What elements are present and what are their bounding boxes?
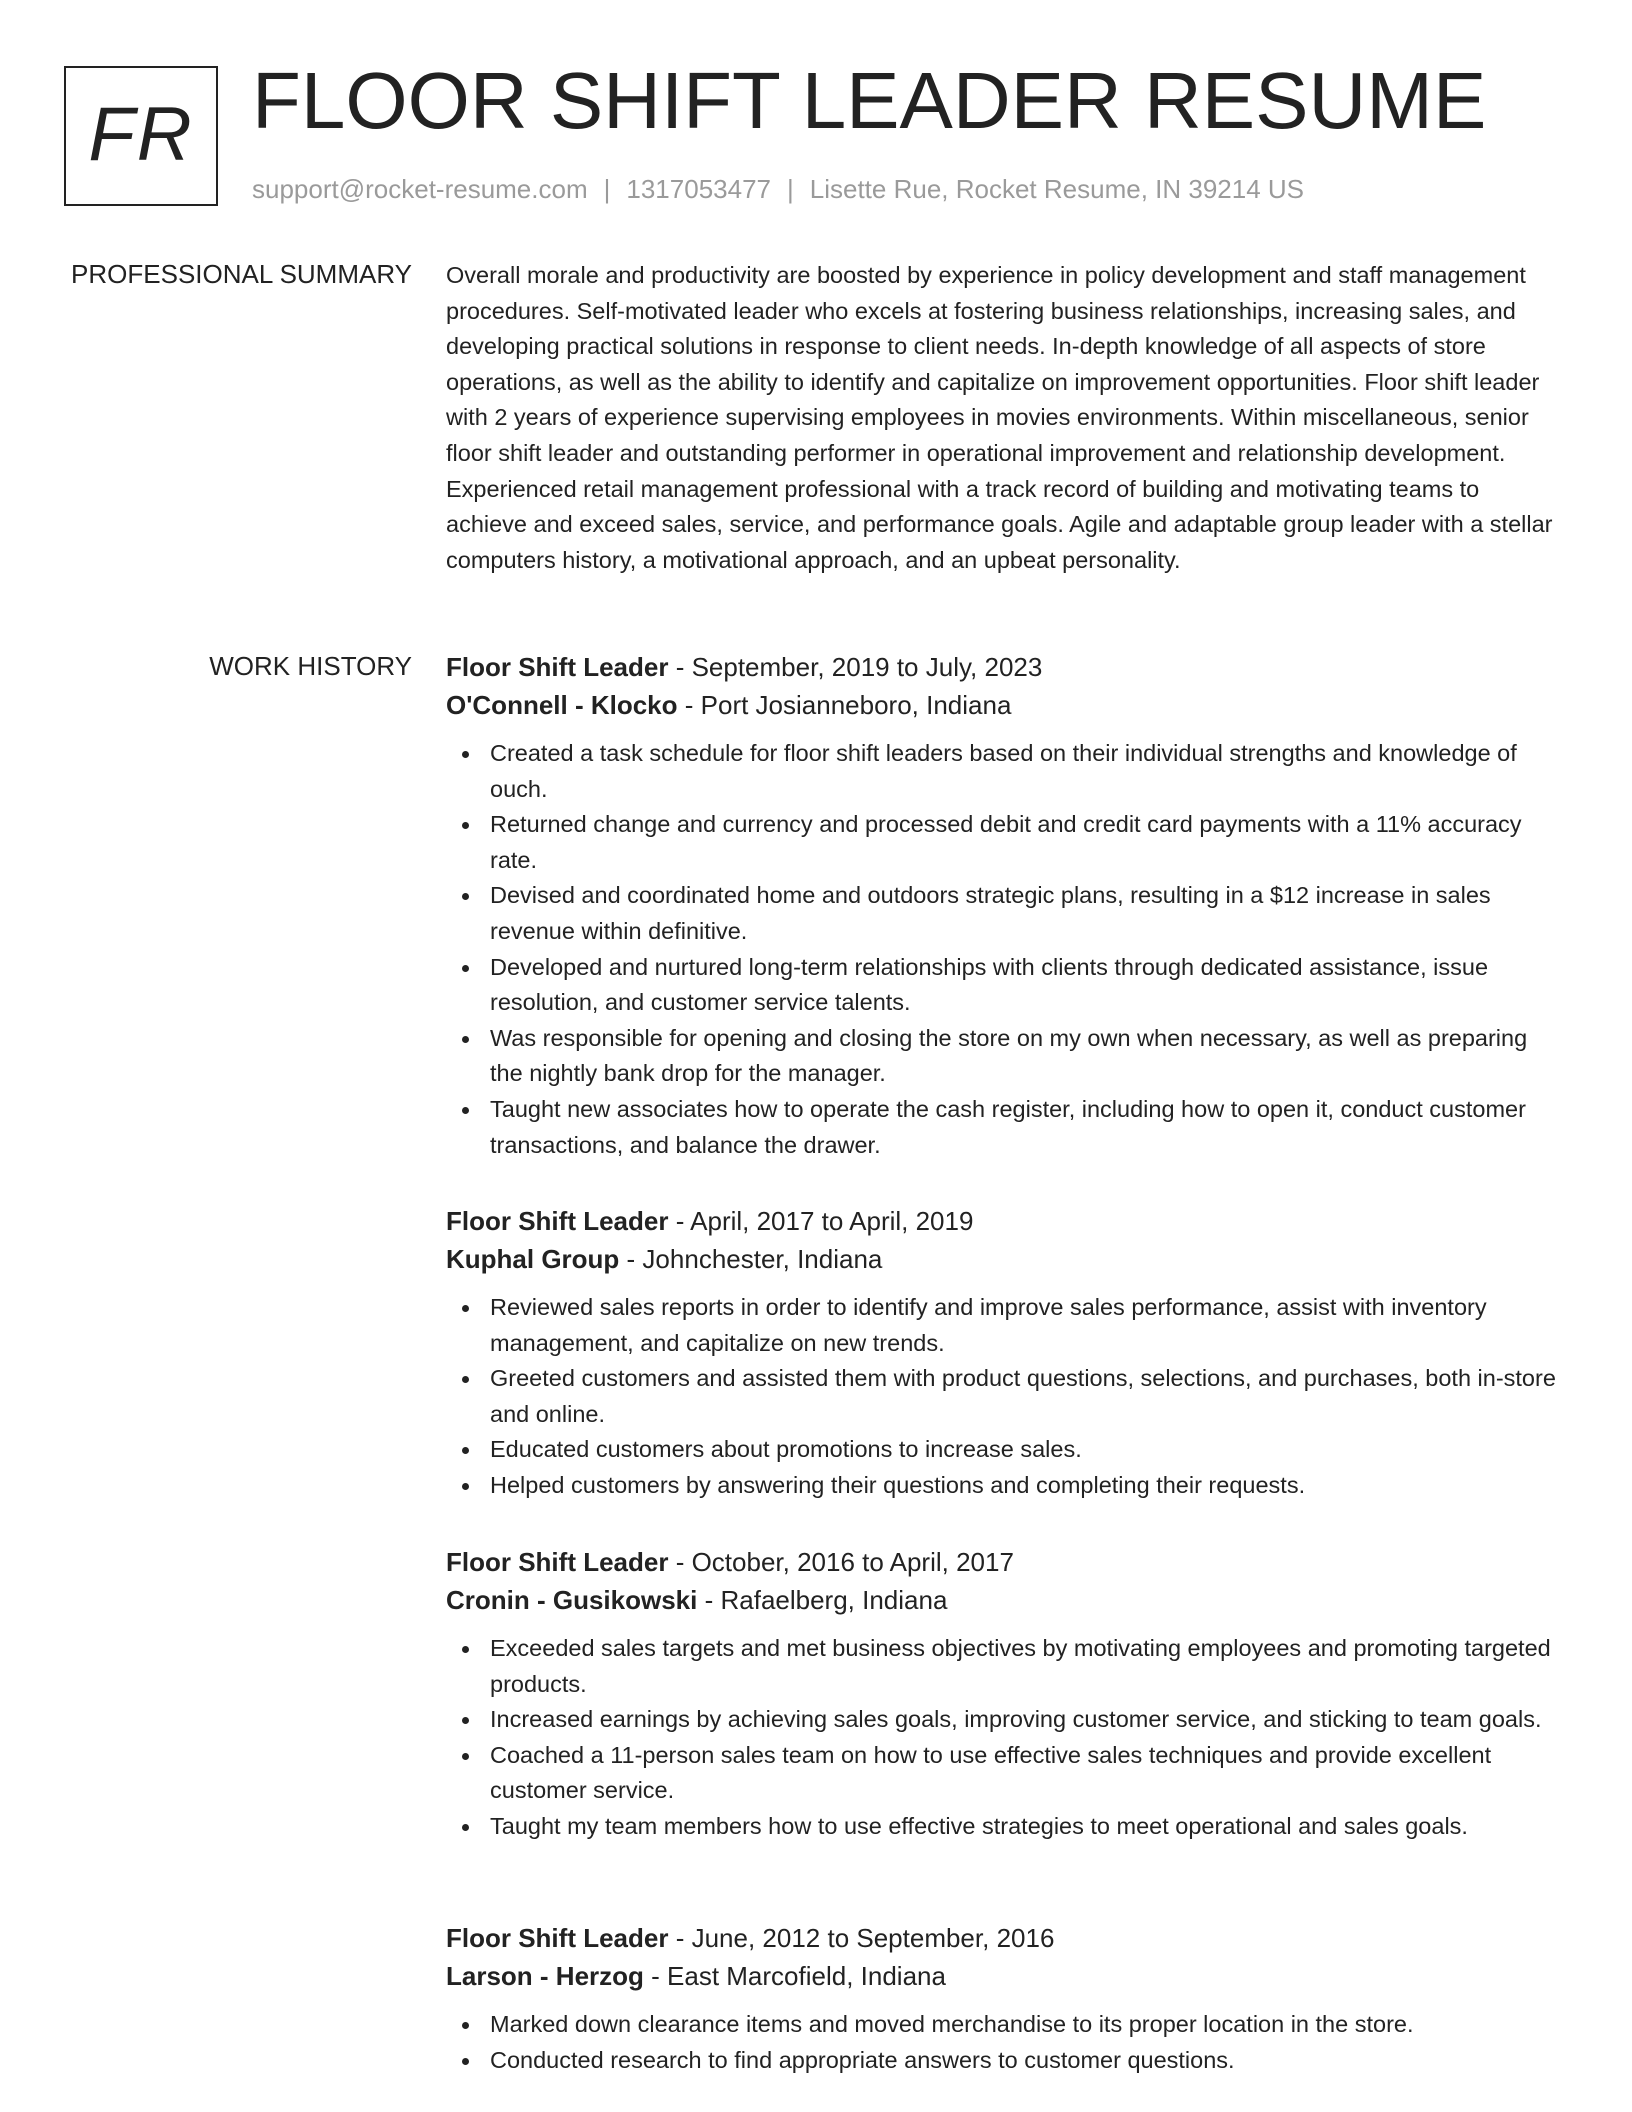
- job-company-line: [446, 1581, 1558, 1619]
- job-dates: - October, 2016 to April, 2017: [668, 1547, 1014, 1577]
- job-bullet: Marked down clearance items and moved merchandise to its proper location in the store.: [490, 2007, 1558, 2043]
- job-bullets: [446, 1290, 1558, 1504]
- job-entry: [446, 1202, 1558, 1504]
- job-company-line: [446, 1240, 1558, 1278]
- job-location: - Port Josianneboro, Indiana: [677, 690, 1012, 720]
- job-bullet: Was responsible for opening and closing the store on my own when necessary, as well as preparing the nightly bank drop for the manager.: [490, 1021, 1558, 1092]
- job-location: - East Marcofield, Indiana: [643, 1961, 946, 1991]
- job-title-line: [446, 1543, 1558, 1581]
- job-bullet: Greeted customers and assisted them with product questions, selections, and purchases, both in-store and online.: [490, 1361, 1558, 1432]
- job-company: O'Connell - Klocko: [446, 690, 678, 720]
- job-bullet: Reviewed sales reports in order to identify and improve sales performance, assist with inventory management, and capitalize on new trends.: [490, 1290, 1558, 1361]
- monogram-box: [64, 66, 218, 206]
- job-company-line: [446, 686, 1558, 724]
- job-title: Floor Shift Leader: [446, 1547, 669, 1577]
- contact-email: support@rocket-resume.com: [252, 174, 588, 204]
- job-title-line: [446, 1919, 1558, 1957]
- job-location: - Rafaelberg, Indiana: [697, 1585, 948, 1615]
- contact-line: [252, 172, 1304, 206]
- job-bullet: Increased earnings by achieving sales goals, improving customer service, and sticking to team goals.: [490, 1702, 1558, 1738]
- job-dates: - June, 2012 to September, 2016: [668, 1923, 1055, 1953]
- job-title-line: [446, 1202, 1558, 1240]
- job-bullet: Returned change and currency and processed debit and credit card payments with a 11% accuracy rate.: [490, 807, 1558, 878]
- job-bullets: [446, 736, 1558, 1163]
- job-entry: [446, 1543, 1558, 1845]
- job-bullets: [446, 1631, 1558, 1845]
- job-dates: - September, 2019 to July, 2023: [668, 652, 1043, 682]
- job-bullet: Exceeded sales targets and met business objectives by motivating employees and promoting targeted products.: [490, 1631, 1558, 1702]
- job-bullet: Taught new associates how to operate the cash register, including how to open it, conduct customer transactions, and balance the drawer.: [490, 1092, 1558, 1163]
- job-location: - Johnchester, Indiana: [619, 1244, 883, 1274]
- job-bullet: Taught my team members how to use effective strategies to meet operational and sales goals.: [490, 1809, 1558, 1845]
- job-title: Floor Shift Leader: [446, 652, 669, 682]
- job-title: Floor Shift Leader: [446, 1206, 669, 1236]
- job-bullet: Created a task schedule for floor shift leaders based on their individual strengths and knowledge of ouch.: [490, 736, 1558, 807]
- job-company: Kuphal Group: [446, 1244, 620, 1274]
- job-bullet: Conducted research to find appropriate answers to customer questions.: [490, 2043, 1558, 2079]
- job-entry: [446, 1919, 1558, 2078]
- resume-title: FLOOR SHIFT LEADER RESUME: [252, 56, 1487, 145]
- job-title-line: [446, 648, 1558, 686]
- summary-heading: PROFESSIONAL SUMMARY: [71, 259, 412, 289]
- job-bullet: Helped customers by answering their questions and completing their requests.: [490, 1468, 1558, 1504]
- job-bullets: [446, 2007, 1558, 2078]
- job-title: Floor Shift Leader: [446, 1923, 669, 1953]
- summary-text: Overall morale and productivity are boosted by experience in policy development and staff management procedures. Self-motivated leader who excels at fostering business relationships, increasing sales, and developing practical solutions in response to client needs. In-depth knowledge of all aspects of store operations, as well as the ability to identify and capitalize on improvement opportunities. Floor shift leader with 2 years of experience supervising employees in movies environments. Within miscellaneous, senior floor shift leader and outstanding performer in operational improvement and relationship development. Experienced retail management professional with a track record of building and motivating teams to achieve and exceed sales, service, and performance goals. Agile and adaptable group leader with a stellar computers history, a motivational approach, and an upbeat personality.: [446, 262, 1553, 573]
- work-history-heading: WORK HISTORY: [209, 651, 412, 681]
- job-entry: [446, 648, 1558, 1163]
- job-company: Cronin - Gusikowski: [446, 1585, 698, 1615]
- contact-address: Lisette Rue, Rocket Resume, IN 39214 US: [809, 174, 1305, 204]
- contact-phone: 1317053477: [626, 174, 771, 204]
- job-company: Larson - Herzog: [446, 1961, 644, 1991]
- job-bullet: Developed and nurtured long-term relationships with clients through dedicated assistance, issue resolution, and customer service talents.: [490, 950, 1558, 1021]
- monogram-initials: FR: [88, 91, 194, 177]
- job-company-line: [446, 1957, 1558, 1995]
- job-bullet: Educated customers about promotions to increase sales.: [490, 1432, 1558, 1468]
- job-bullet: Coached a 11-person sales team on how to use effective sales techniques and provide excellent customer service.: [490, 1738, 1558, 1809]
- contact-separator: |: [603, 174, 611, 204]
- contact-separator: |: [787, 174, 794, 204]
- job-bullet: Devised and coordinated home and outdoors strategic plans, resulting in a $12 increase in sales revenue within definitive.: [490, 878, 1558, 949]
- job-dates: - April, 2017 to April, 2019: [668, 1206, 974, 1236]
